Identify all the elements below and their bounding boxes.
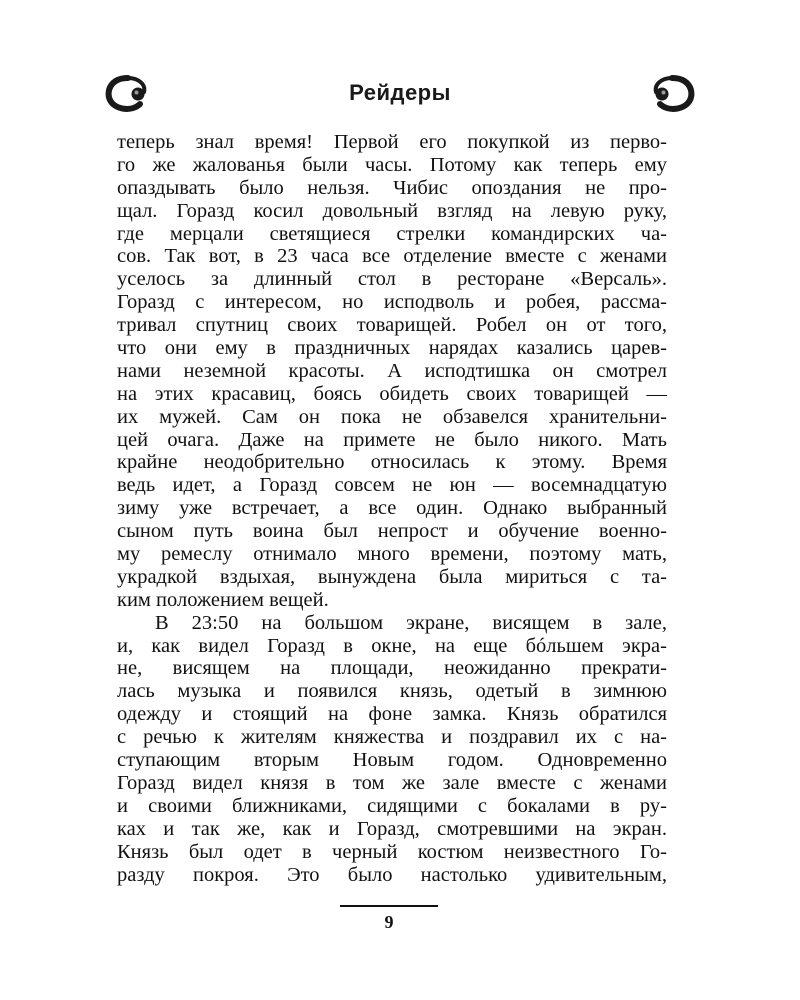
text-line: с речью к жителям княжества и поздравил их с на-	[117, 726, 667, 749]
text-line: и своими ближниками, сидящими с бокалами в ру-	[117, 794, 667, 817]
text-line: сыном путь воина был непрост и обучение военно-	[117, 520, 667, 543]
body-text	[117, 131, 667, 886]
text-line: их мужей. Сам он пока не обзавелся хранительни-	[117, 405, 667, 428]
text-line: на этих красавиц, боясь обидеть своих товарищей —	[117, 382, 667, 405]
text-line: го же жалованья были часы. Потому как теперь ему	[117, 153, 667, 176]
text-line: цей очага. Даже на примете не было никого. Мать	[117, 428, 667, 451]
text-line: ступающим вторым Новым годом. Одновременно	[117, 749, 667, 772]
text-line: му ремеслу отнимало много времени, поэтому мать,	[117, 543, 667, 566]
text-line: что они ему в праздничных нарядах казались царев-	[117, 337, 667, 360]
text-line: Горазд с интересом, но исподволь и робея, рассма-	[117, 291, 667, 314]
text-line: Горазд видел князя в том же зале вместе с женами	[117, 771, 667, 794]
text-line: украдкой вздыхая, вынуждена была мириться с та-	[117, 565, 667, 588]
text-line: теперь знал время! Первой его покупкой из перво-	[117, 131, 667, 153]
text-line: нами неземной красоты. А исподтишка он смотрел	[117, 359, 667, 382]
text-line: щал. Горазд косил довольный взгляд на левую руку,	[117, 199, 667, 222]
right-ornament-icon	[460, 66, 700, 116]
text-line: тривал спутниц своих товарищей. Робел он от того,	[117, 314, 667, 337]
text-line: крайне неодобрительно относилась к этому. Время	[117, 451, 667, 474]
footer-rule	[340, 905, 438, 907]
text-line: одежду и стоящий на фоне замка. Князь обратился	[117, 703, 667, 726]
page-number: 9	[384, 912, 394, 932]
text-line: ведь идет, а Горазд совсем не юн — восемнадцатую	[117, 474, 667, 497]
text-line: ким положением вещей.	[117, 588, 329, 611]
text-line: опаздывать было нельзя. Чибис опоздания не про-	[117, 176, 667, 199]
page-header	[100, 66, 700, 126]
text-line: уселось за длинный стол в ресторане «Версаль».	[117, 268, 667, 291]
running-title: Рейдеры	[349, 80, 451, 105]
text-line: Князь был одет в черный костюм неизвестного Го-	[117, 840, 667, 863]
text-line: сов. Так вот, в 23 часа все отделение вместе с женами	[117, 245, 667, 268]
text-line: В 23:50 на большом экране, висящем в зале,	[155, 611, 667, 634]
text-line: разду покроя. Это было настолько удивительным,	[117, 863, 667, 886]
text-line: ках и так же, как и Горазд, смотревшими на экран.	[117, 817, 667, 840]
text-line: и, как видел Горазд в окне, на еще бóльшем экра-	[117, 634, 667, 657]
text-line: не, висящем на площади, неожиданно прекрати-	[117, 657, 667, 680]
text-line: лась музыка и появился князь, одетый в зимнюю	[117, 680, 667, 703]
text-line: зиму уже встречает, а все один. Однако выбранный	[117, 497, 667, 520]
text-line: где мерцали светящиеся стрелки командирских ча-	[117, 222, 667, 245]
